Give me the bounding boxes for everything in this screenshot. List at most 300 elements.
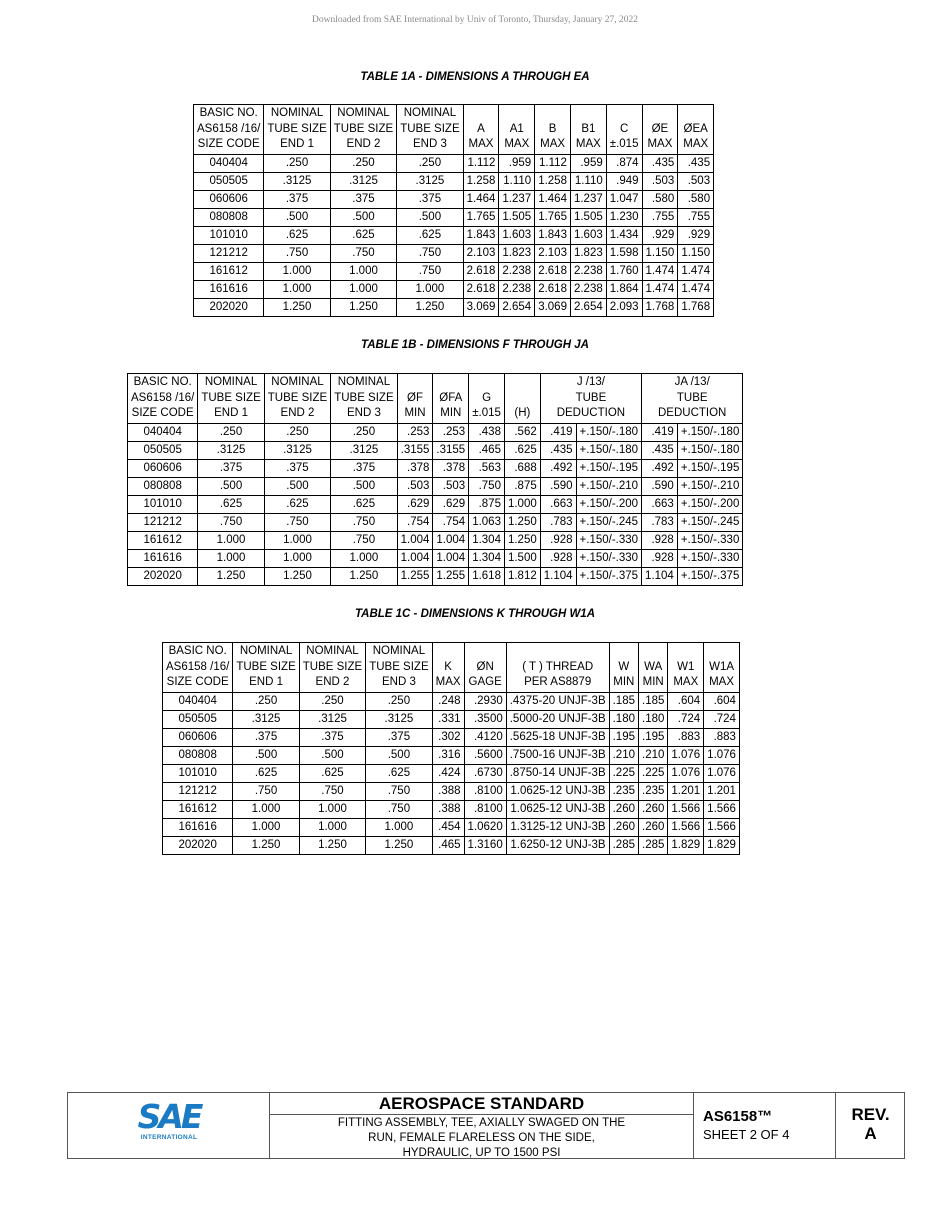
table-row [163,746,740,764]
table-cell: +.150/-.210 [576,477,642,495]
table-cell: .419 [642,423,678,441]
table-cell: .750 [198,513,264,531]
table-cell: 1.250 [264,298,330,316]
header-line: TUBE SIZE [400,122,460,135]
table-cell: 1.258 [463,172,499,190]
table-cell: +.150/-.180 [677,441,743,459]
table1c-header [704,643,740,693]
table-cell: .959 [570,154,606,172]
table-cell: 101010 [163,764,233,782]
logo-cell [68,1093,270,1158]
table-cell: .754 [397,513,433,531]
sheet-number: SHEET 2 OF 4 [703,1127,790,1142]
header-line: END 2 [346,138,381,150]
table-cell: 1.104 [642,567,678,585]
table-cell: 1.150 [678,244,714,262]
table1c-header [668,643,704,693]
table-cell: 1.765 [535,208,571,226]
table-1c-caption: TABLE 1C - DIMENSIONS K THROUGH W1A [354,608,595,620]
table1a-header [642,105,678,155]
table-cell: .928 [540,531,576,549]
header-line: A1 [509,122,524,135]
table-cell: 3.069 [535,298,571,316]
table-cell: .625 [264,495,330,513]
table-row [163,836,740,854]
table-cell: 1.474 [678,262,714,280]
table-cell: .185 [609,692,638,710]
table-cell: 1.201 [704,782,740,800]
header-line: JA /13/ [674,376,710,388]
table-cell: 1.843 [535,226,571,244]
table-cell: .783 [540,513,576,531]
table-cell: 1.812 [504,567,540,585]
table-cell: .8750-14 UNJF-3B [506,764,609,782]
table-cell: .625 [331,495,397,513]
table-cell: .928 [642,549,678,567]
table-cell: 1.474 [642,262,678,280]
table-cell: .375 [233,728,299,746]
table-row [128,513,743,531]
table-cell: .590 [642,477,678,495]
table-cell: 1.864 [606,280,642,298]
table-cell: .750 [469,477,505,495]
table-cell: .331 [432,710,464,728]
table-row [128,459,743,477]
table-cell: .663 [642,495,678,513]
table-cell: 1.237 [570,190,606,208]
header-line: DEDUCTION [658,407,727,419]
table-cell: .435 [642,154,678,172]
table-cell: .2930 [464,692,506,710]
header-line: WA [644,660,663,673]
table-cell: 1.603 [570,226,606,244]
header-line: END 3 [346,407,381,419]
table-cell: 1.566 [668,800,704,818]
table-cell: .375 [264,459,330,477]
header-line: MIN [404,407,426,419]
table-cell: .503 [433,477,469,495]
header-line: MAX [540,138,566,150]
table-cell: 2.238 [570,280,606,298]
table-cell: .783 [642,513,678,531]
table-cell: 1.000 [331,549,397,567]
header-line: END 3 [381,676,416,688]
table-cell: .250 [299,692,365,710]
table-cell: 1.076 [704,746,740,764]
header-line: ±.015 [609,138,639,150]
table-cell: .928 [642,531,678,549]
table-cell: 080808 [194,208,264,226]
header-line: NOMINAL [337,376,391,388]
table-cell: .928 [540,549,576,567]
table-cell: 161612 [194,262,264,280]
table-cell: .180 [609,710,638,728]
table-cell: .500 [330,208,396,226]
table-cell: 1.004 [397,549,433,567]
table-cell: .500 [299,746,365,764]
header-line: ØEA [683,122,708,135]
table-cell: .883 [668,728,704,746]
table-cell: 1.110 [570,172,606,190]
table-cell: .750 [331,531,397,549]
header-line: ±.015 [472,407,501,419]
table-cell: 040404 [194,154,264,172]
table-cell: .929 [678,226,714,244]
table-cell: .750 [366,782,432,800]
table-cell: 040404 [163,692,233,710]
header-line: GAGE [468,676,502,688]
table-cell: .260 [639,800,668,818]
table-cell: 2.654 [499,298,535,316]
table-cell: 1.0620 [464,818,506,836]
header-line: W1A [709,660,735,673]
table-cell: 1.0625-12 UNJ-3B [506,782,609,800]
table-cell: 1.237 [499,190,535,208]
table-cell: +.150/-.330 [576,549,642,567]
header-line: MAX [504,138,530,150]
table1a-header [570,105,606,155]
table-row [194,226,714,244]
table-row [194,262,714,280]
table1b-header [642,374,743,424]
table-cell: .604 [704,692,740,710]
table-cell: 1.250 [331,567,397,585]
table-cell: 1.000 [299,800,365,818]
table-row [163,728,740,746]
table-cell: +.150/-.330 [677,549,743,567]
document-number: AS6158™ [703,1108,773,1125]
table-cell: .250 [397,154,463,172]
table-cell: .750 [397,262,463,280]
header-line: A [477,122,485,135]
table-cell: .375 [397,190,463,208]
table-cell: .8100 [464,800,506,818]
table-cell: 161616 [128,549,198,567]
header-line: MAX [575,138,601,150]
table-cell: +.150/-.180 [576,423,642,441]
table-cell: +.150/-.200 [576,495,642,513]
table-cell: +.150/-.180 [677,423,743,441]
table-cell: .625 [299,764,365,782]
table-cell: .750 [366,800,432,818]
table-cell: 1.000 [264,531,330,549]
table-cell: .253 [433,423,469,441]
table-cell: .375 [198,459,264,477]
table-cell: 1.000 [264,262,330,280]
table-cell: .435 [540,441,576,459]
table-cell: .629 [433,495,469,513]
table-cell: 1.250 [504,513,540,531]
table-cell: .625 [504,441,540,459]
table-cell: 2.103 [463,244,499,262]
table-cell: .503 [642,172,678,190]
header-line: BASIC NO. [133,376,192,388]
header-line: J /13/ [576,376,605,388]
table-cell: 1.0625-12 UNJ-3B [506,800,609,818]
table-row [163,800,740,818]
table1b-header [504,374,540,424]
header-line: TUBE [575,391,607,404]
header-line: MAX [647,138,673,150]
header-line: ( T ) THREAD [522,660,594,673]
header-line: PER AS8879 [524,676,592,688]
table-1a [193,104,714,317]
table-cell: +.150/-.330 [677,531,743,549]
table1a-header [264,105,330,155]
table1b-header [433,374,469,424]
table-cell: 1.112 [463,154,499,172]
table-cell: .929 [642,226,678,244]
table-cell: 161612 [128,531,198,549]
table-cell: .260 [639,818,668,836]
table-cell: 1.500 [504,549,540,567]
table1b-header [469,374,505,424]
table-cell: .3500 [464,710,506,728]
table-cell: .724 [704,710,740,728]
table-cell: .3125 [330,172,396,190]
table-cell: .500 [397,208,463,226]
header-line: B [548,122,557,135]
table-cell: 1.304 [469,549,505,567]
table-cell: 1.000 [233,818,299,836]
table-1b-caption: TABLE 1B - DIMENSIONS F THROUGH JA [361,339,589,351]
table-cell: 202020 [163,836,233,854]
download-watermark: Downloaded from SAE International by Univ of Toronto, Thursday, January 27, 2022 [311,15,639,25]
table-cell: 1.250 [198,567,264,585]
table-cell: 1.250 [366,836,432,854]
table1c-header [299,643,365,693]
table1c-header [163,643,233,693]
table-cell: 040404 [128,423,198,441]
table-cell: .949 [606,172,642,190]
table-cell: .378 [433,459,469,477]
table-cell: .3125 [299,710,365,728]
table-cell: 1.768 [642,298,678,316]
table-1c [162,642,740,855]
table-cell: 2.103 [535,244,571,262]
table-cell: 1.004 [433,531,469,549]
table-row [194,172,714,190]
table-cell: 1.829 [704,836,740,854]
table-cell: 3.069 [463,298,499,316]
table-cell: 1.250 [299,836,365,854]
table-cell: .750 [264,513,330,531]
table-cell: 060606 [128,459,198,477]
header-line: SIZE CODE [131,407,194,419]
table-cell: .625 [198,495,264,513]
table-row [194,208,714,226]
header-line: TUBE SIZE [369,660,429,673]
table1b-header [331,374,397,424]
table-cell: .750 [331,513,397,531]
table-cell: .180 [639,710,668,728]
table-cell: .500 [264,477,330,495]
revision-value: A [864,1124,877,1143]
table-cell: .250 [264,423,330,441]
header-line: TUBE SIZE [267,391,328,404]
table-cell: .7500-16 UNJF-3B [506,746,609,764]
header-line: NOMINAL [372,645,426,657]
header-line: MIN [613,676,635,688]
table-cell: .754 [433,513,469,531]
table1a-header [397,105,463,155]
revision-label: REV. [851,1105,890,1124]
table-row [163,782,740,800]
table-cell: .260 [609,800,638,818]
table-row [194,190,714,208]
header-line: MAX [683,138,709,150]
table1b-header [198,374,264,424]
header-line: K [444,660,452,673]
table-cell: 080808 [128,477,198,495]
table-cell: 1.000 [366,818,432,836]
table-row [194,244,714,262]
table1b-header [397,374,433,424]
header-line: END 1 [214,407,248,419]
header-line: END 1 [249,676,283,688]
table-cell: .435 [678,154,714,172]
table-cell: .375 [330,190,396,208]
document-number-cell [694,1093,836,1158]
table-cell: 202020 [128,567,198,585]
table-cell: 1.076 [668,746,704,764]
table-cell: .316 [432,746,464,764]
table-cell: .210 [609,746,638,764]
header-line: MAX [673,676,699,688]
header-line: NOMINAL [337,107,390,119]
table1c-header [639,643,668,693]
table1c-header [609,643,638,693]
table-cell: .4120 [464,728,506,746]
table-row [128,441,743,459]
table-cell: 1.474 [678,280,714,298]
table-cell: .503 [397,477,433,495]
table-cell: .235 [639,782,668,800]
table-cell: 1.076 [668,764,704,782]
table-cell: 2.618 [463,262,499,280]
table-1b [127,373,743,586]
table-cell: 1.000 [264,549,330,567]
table-cell: .260 [609,818,638,836]
table-cell: .590 [540,477,576,495]
header-line: TUBE SIZE [334,391,394,404]
table-cell: .625 [366,764,432,782]
table-cell: +.150/-.195 [576,459,642,477]
sae-logo-subtitle: INTERNATIONAL [140,1134,198,1141]
table-cell: 1.047 [606,190,642,208]
table-cell: .755 [678,208,714,226]
table-cell: +.150/-.375 [576,567,642,585]
table-cell: .625 [330,226,396,244]
table-cell: 050505 [163,710,233,728]
header-line: NOMINAL [306,645,359,657]
table-cell: .562 [504,423,540,441]
table-cell: 1.255 [433,567,469,585]
table-cell: .3125 [233,710,299,728]
header-line: SIZE CODE [197,138,260,150]
table-cell: .3155 [433,441,469,459]
header-line: C [619,122,629,135]
document-title [270,1115,693,1161]
document-title-line: FITTING ASSEMBLY, TEE, AXIALLY SWAGED ON THE [337,1117,626,1129]
header-line: TUBE SIZE [236,660,296,673]
table-cell: 060606 [163,728,233,746]
header-line: TUBE SIZE [267,122,327,135]
table1a-header [194,105,264,155]
table-cell: .285 [639,836,668,854]
table-cell: 1.000 [264,280,330,298]
table1a-header [499,105,535,155]
table-cell: 1.823 [570,244,606,262]
table-cell: +.150/-.375 [677,567,743,585]
table-cell: .3155 [397,441,433,459]
table-1a-caption: TABLE 1A - DIMENSIONS A THROUGH EA [360,71,590,83]
table-row [163,764,740,782]
table-cell: .750 [330,244,396,262]
table-cell: 161612 [163,800,233,818]
table-cell: .724 [668,710,704,728]
table-cell: 1.110 [499,172,535,190]
header-line: NOMINAL [204,376,258,388]
table-cell: .388 [432,800,464,818]
table-cell: 1.505 [499,208,535,226]
header-line: DEDUCTION [556,407,626,419]
table-cell: .302 [432,728,464,746]
table-cell: 1.000 [330,280,396,298]
table-1a-header-row [194,105,714,155]
header-line: G [482,391,492,404]
header-line: END 2 [315,676,350,688]
table-cell: .250 [264,154,330,172]
table-cell: .285 [609,836,638,854]
table-row [128,567,743,585]
table-cell: 2.618 [535,280,571,298]
table-cell: 1.566 [704,818,740,836]
table-cell: 1.004 [433,549,469,567]
header-line: END 1 [280,138,314,150]
table-cell: 1.000 [330,262,396,280]
table-cell: .250 [330,154,396,172]
table-cell: .580 [642,190,678,208]
table-cell: 1.760 [606,262,642,280]
table-cell: 060606 [194,190,264,208]
table-cell: 1.250 [330,298,396,316]
table1c-header [233,643,299,693]
header-line: MIN [440,407,462,419]
table-cell: 1.004 [397,531,433,549]
table-cell: .3125 [264,441,330,459]
table-cell: 1.768 [678,298,714,316]
table-cell: .465 [432,836,464,854]
header-line: W1 [677,660,695,673]
table-cell: 1.3160 [464,836,506,854]
table-cell: .625 [397,226,463,244]
table1a-header [463,105,499,155]
table-cell: .663 [540,495,576,513]
table-cell: 1.201 [668,782,704,800]
table-cell: +.150/-.330 [576,531,642,549]
table-cell: .6730 [464,764,506,782]
table-cell: .750 [233,782,299,800]
table-cell: .195 [639,728,668,746]
table-cell: 101010 [128,495,198,513]
table-cell: .3125 [264,172,330,190]
table-cell: .250 [331,423,397,441]
header-line: ØE [651,122,669,135]
table-cell: .625 [264,226,330,244]
table-cell: .688 [504,459,540,477]
table-cell: .3125 [198,441,264,459]
